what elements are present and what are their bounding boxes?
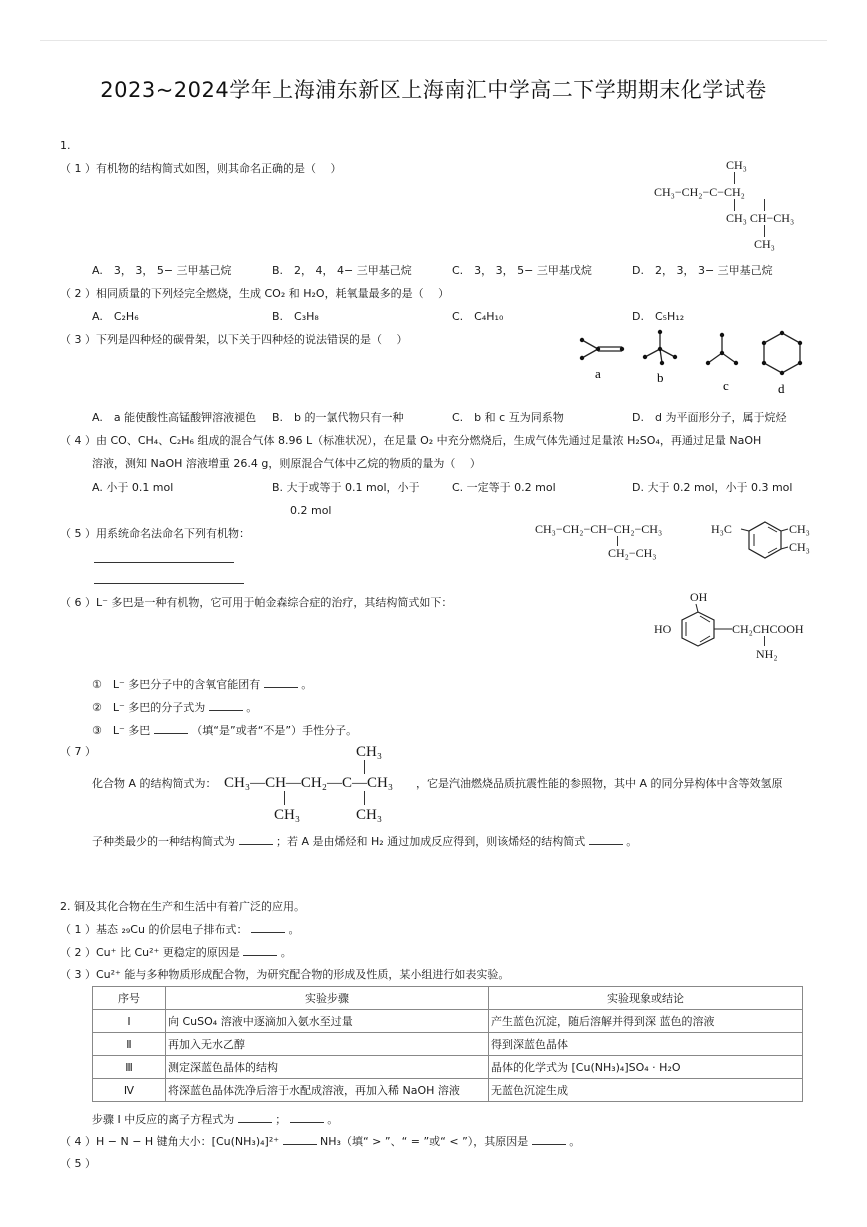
q1-p7-line2: 子种类最少的一种结构简式为 ；若 A 是由烯烃和 H₂ 通过加成反应得到，则该烯烃的结构简式 。 (92, 835, 638, 848)
label-d: d (778, 381, 785, 396)
q1-p2-option-a: A. C₂H₆ (92, 310, 139, 323)
table-header-row (93, 987, 803, 1010)
q2-p2-blank[interactable] (243, 945, 277, 956)
q1-p7-blank-2[interactable] (589, 834, 623, 845)
q1-p2-option-d: D. C₅H₁₂ (632, 310, 685, 323)
q1-p4-option-b-cont: 0.2 mol (290, 504, 332, 517)
q2-p4-compare-blank[interactable] (283, 1134, 317, 1145)
q1-p7-lead: 化合物 A 的结构简式为： (92, 777, 217, 790)
label-c: c (723, 378, 729, 393)
page-title: 2023~2024学年上海浦东新区上海南汇中学高二下学期期末化学试卷 (100, 78, 767, 102)
table-row: Ⅲ 测定深蓝色晶体的结构 晶体的化学式为 [Cu(NH₃)₄]SO₄ · H₂O (93, 1056, 803, 1079)
skeleton-b (643, 330, 677, 365)
q1-p4-option-b: B. 大于或等于 0.1 mol，小于 (272, 481, 420, 494)
top-divider (40, 40, 827, 41)
q2-ionic-equation-blank-2[interactable] (290, 1112, 324, 1123)
q1-p6-blank-1[interactable] (264, 677, 298, 688)
q1-p4-stem-line2: 溶液，测知 NaOH 溶液增重 26.4 g，则原混合气体中乙烷的物质的量为（ ） (92, 457, 481, 470)
q2-p5: （ 5 ） (60, 1157, 96, 1170)
q1-p5-stem: （ 5 ）用系统命名法命名下列有机物： (60, 527, 250, 540)
q1-p4-option-c: C. 一定等于 0.2 mol (452, 481, 556, 494)
q1-p3-option-b: B. b 的一氯代物只有一种 (272, 411, 404, 424)
q2-ionic-equation-blank-1[interactable] (238, 1112, 272, 1123)
q1-p1-option-a: A. 3， 3， 5− 三甲基己烷 (92, 264, 232, 277)
q1-p4-option-d: D. 大于 0.2 mol，小于 0.3 mol (632, 481, 793, 494)
q1-p2-option-c: C. C₄H₁₀ (452, 310, 504, 323)
q1-p4-option-a: A. 小于 0.1 mol (92, 481, 174, 494)
q1-p1-option-b: B. 2， 4， 4− 三甲基己烷 (272, 264, 412, 277)
q2-p4: （ 4 ）H − N − H 键角大小：[Cu(NH₃)₄]²⁺ NH₃（填“ > ”、“ = ”或“ < ”），其原因是 。 (60, 1135, 581, 1148)
label-a: a (595, 366, 601, 381)
q2-after-table: 步骤 Ⅰ 中反应的离子方程式为 ； 。 (92, 1113, 339, 1126)
q1-p3-stem: （ 3 ）下列是四种烃的碳骨架，以下关于四种烃的说法错误的是（ ） (60, 333, 408, 346)
question-2-stem: 2. 铜及其化合物在生产和生活中有着广泛的应用。 (60, 900, 305, 913)
q1-p7-blank-1[interactable] (239, 834, 273, 845)
q1-p6-blank-3[interactable] (154, 723, 188, 734)
q1-p6-blank-2[interactable] (209, 700, 243, 711)
q1-p6-item-2: ② L⁻ 多巴的分子式为 。 (92, 701, 258, 714)
q1-p1-structure: CH₃ CH₃−CH₂−C−CH₂ CH₃ CH−CH₃ CH₃ (654, 158, 795, 251)
q2-p1: （ 1 ）基态 ₂₉Cu 的价层电子排布式： 。 (60, 923, 300, 936)
q1-p1-option-c: C. 3， 3， 5− 三甲基戊烷 (452, 264, 592, 277)
q1-p6-item-3: ③ L⁻ 多巴 （填“是”或者“不是”）手性分子。 (92, 724, 358, 737)
carbon-skeletons-figure (570, 325, 815, 400)
q1-p6-item-1: ① L⁻ 多巴分子中的含氧官能团有 。 (92, 678, 313, 691)
q1-p5-structures: CH₃−CH₂−CH−CH₂−CH₃ CH₂−CH₃ H₃C CH₃ CH₃ (535, 522, 810, 560)
q1-p5-answer-line-1[interactable] (94, 562, 234, 563)
q1-p1-stem: （ 1 ）有机物的结构简式如图，则其命名正确的是（ ） (60, 162, 342, 175)
experiment-table (92, 986, 803, 1102)
q1-p2-stem: （ 2 ）相同质量的下列烃完全燃烧，生成 CO₂ 和 H₂O，耗氧量最多的是（ ） (60, 287, 450, 300)
q1-p3-option-c: C. b 和 c 互为同系物 (452, 411, 564, 424)
header-steps: 实验步骤 (166, 987, 489, 1010)
q1-p5-answer-line-2[interactable] (94, 583, 244, 584)
q2-p1-blank[interactable] (251, 922, 285, 933)
label-b: b (657, 370, 664, 385)
q2-p2: （ 2 ）Cu⁺ 比 Cu²⁺ 更稳定的原因是 。 (60, 946, 292, 959)
table-row: Ⅱ 再加入无水乙醇 得到深蓝色晶体 (93, 1033, 803, 1056)
q1-p3-option-d: D. d 为平面形分子，属于烷烃 (632, 411, 787, 424)
table-row: Ⅳ 将深蓝色晶体洗净后溶于水配成溶液，再加入稀 NaOH 溶液 无蓝色沉淀生成 (93, 1079, 803, 1102)
q1-p7-tail: ，它是汽油燃烧品质抗震性能的参照物，其中 A 的同分异构体中含等效氢原 (416, 777, 783, 790)
q2-p3-stem: （ 3 ）Cu²⁺ 能与多种物质形成配合物，为研究配合物的形成及性质，某小组进行如表实验。 (60, 968, 510, 981)
skeleton-d (762, 331, 802, 375)
table-row: Ⅰ 向 CuSO₄ 溶液中逐滴加入氨水至过量 产生蓝色沉淀，随后溶解并得到深 蓝色的溶液 (93, 1010, 803, 1033)
skeleton-a (580, 338, 624, 360)
q1-p7-label: （ 7 ） (60, 745, 96, 758)
skeleton-c (706, 333, 738, 365)
q1-p4-stem-line1: （ 4 ）由 CO、CH₄、C₂H₆ 组成的混合气体 8.96 L（标准状况），在足量 O₂ 中充分燃烧后，生成气体先通过足量浓 H₂SO₄，再通过足量 NaOH (60, 434, 762, 447)
q1-p3-option-a: A. a 能使酸性高锰酸钾溶液褪色 (92, 411, 257, 424)
header-index: 序号 (93, 987, 166, 1010)
question-1-number: 1. (60, 139, 71, 152)
header-results: 实验现象或结论 (489, 987, 803, 1010)
compound-a-structure: CH₃ CH₃—CH—CH₂—C—CH₃ CH₃ CH₃ (224, 744, 394, 823)
q1-p2-option-b: B. C₃H₈ (272, 310, 319, 323)
l-dopa-structure: OH HO CH₂CHCOOH NH₂ (654, 590, 804, 661)
q1-p1-option-d: D. 2， 3， 3− 三甲基己烷 (632, 264, 773, 277)
q1-p6-stem: （ 6 ）L⁻ 多巴是一种有机物，它可用于帕金森综合症的治疗，其结构简式如下： (60, 596, 453, 609)
q2-p4-reason-blank[interactable] (532, 1134, 566, 1145)
